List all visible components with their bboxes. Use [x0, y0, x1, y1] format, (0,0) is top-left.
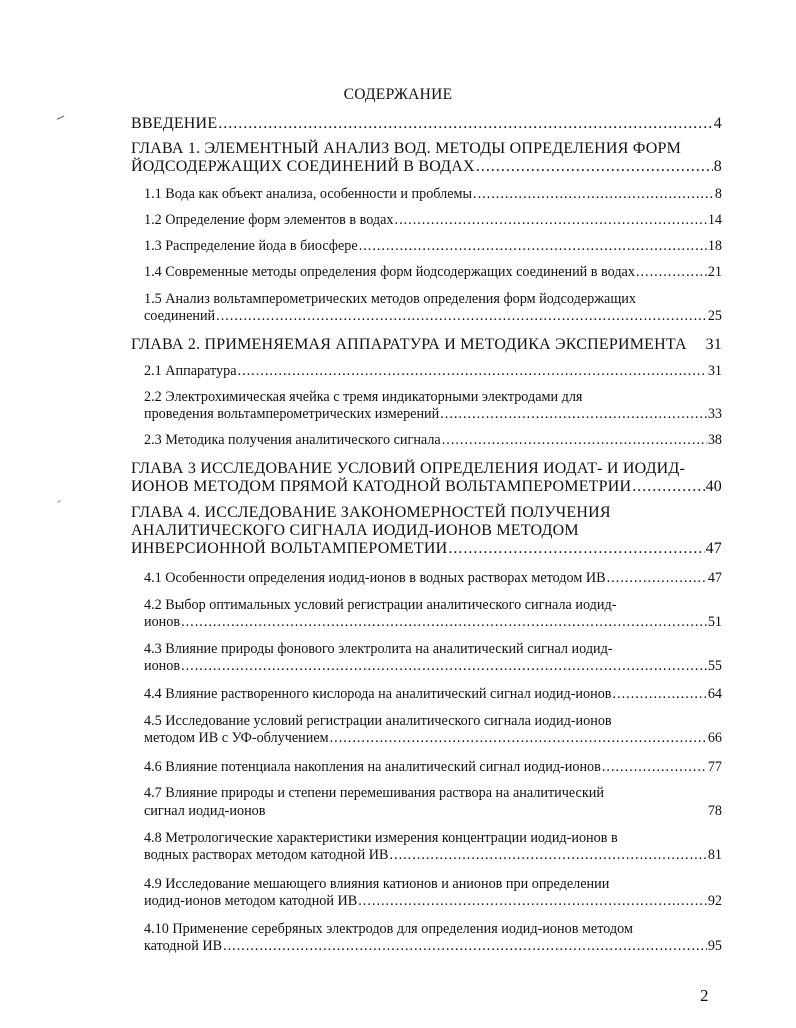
toc-entry-title: 4.1 Особенности определения иодид-ионов в водных растворах методом ИВ	[144, 570, 606, 586]
toc-entry-section-1-3[interactable]	[144, 238, 722, 255]
toc-entry-chapter-4[interactable]	[131, 504, 722, 558]
toc-entry-title: 2.2 Электрохимическая ячейка с тремя индикаторными электродами для	[144, 389, 583, 405]
toc-page-number: 47	[705, 540, 722, 557]
toc-entry-title: ИОНОВ МЕТОДОМ ПРЯМОЙ КАТОДНОЙ ВОЛЬТАМПЕРОМЕТРИИ	[131, 478, 632, 495]
dot-leader	[602, 759, 707, 776]
dot-leader	[181, 614, 707, 631]
toc-entry-title: 2.1 Аппаратура	[144, 363, 237, 379]
dot-leader	[632, 478, 704, 496]
toc-entry-title: ИНВЕРСИОННОЙ ВОЛЬТАМПЕРОМЕТИИ	[131, 540, 448, 557]
toc-page-number: 40	[705, 478, 722, 495]
dot-leader	[216, 308, 707, 325]
toc-entry-title: сигнал иодид-ионов	[144, 803, 266, 819]
toc-entry-title: 1.5 Анализ вольтамперометрических методов определения форм йодсодержащих	[144, 291, 636, 307]
toc-page-number: 81	[707, 847, 722, 863]
toc-entry-title: соединений	[144, 308, 216, 324]
toc-entry-chapter-2[interactable]	[131, 336, 722, 354]
toc-entry-title: 4.4 Влияние растворенного кислорода на аналитический сигнал иодид-ионов	[144, 686, 612, 702]
dot-leader	[330, 730, 707, 747]
toc-entry-title: ВВЕДЕНИЕ	[131, 115, 218, 132]
toc-entry-title: 4.6 Влияние потенциала накопления на аналитический сигнал иодид-ионов	[144, 759, 601, 775]
toc-page-number: 66	[707, 730, 722, 746]
toc-entry-title: ГЛАВА 4. ИССЛЕДОВАНИЕ ЗАКОНОМЕРНОСТЕЙ ПОЛУЧЕНИЯ	[131, 504, 611, 521]
toc-page-number: 8	[713, 158, 722, 175]
toc-entry-title: методом ИВ с УФ-облучением	[144, 730, 329, 746]
toc-entry-section-4-3[interactable]	[144, 641, 722, 675]
toc-entry-title: ионов	[144, 658, 181, 674]
toc-entry-chapter-3[interactable]	[131, 460, 722, 496]
toc-entry-section-1-5[interactable]	[144, 291, 722, 325]
toc-page-number: 55	[707, 658, 722, 674]
page-title: СОДЕРЖАНИЕ	[343, 86, 453, 103]
toc-entry-section-4-4[interactable]	[144, 686, 722, 703]
toc-entry-section-4-2[interactable]	[144, 597, 722, 631]
toc-page-number: 64	[707, 686, 722, 702]
toc-entry-title: 4.5 Исследование условий регистрации аналитического сигнала иодид-ионов	[144, 713, 612, 729]
toc-entry-section-4-7[interactable]	[144, 785, 722, 820]
dot-leader	[613, 686, 707, 703]
toc-entry-title: ЙОДСОДЕРЖАЩИХ СОЕДИНЕНИЙ В ВОДАХ	[131, 158, 475, 175]
dot-leader	[636, 264, 707, 281]
dot-leader	[238, 363, 707, 380]
toc-entry-title: 1.3 Распределение йода в биосфере	[144, 238, 358, 254]
toc-entry-section-4-8[interactable]	[144, 830, 722, 864]
toc-entry-title: АНАЛИТИЧЕСКОГО СИГНАЛА ИОДИД-ИОНОВ МЕТОДОМ	[131, 522, 579, 539]
page-number: 2	[700, 986, 709, 1005]
toc-page-number: 14	[707, 212, 722, 228]
dot-leader	[473, 186, 714, 203]
toc-entry-title: 1.2 Определение форм элементов в водах	[144, 212, 394, 228]
toc-page-number: 78	[707, 803, 722, 819]
dot-leader	[181, 658, 707, 675]
toc-page-number: 77	[707, 759, 722, 775]
toc-entry-section-2-2[interactable]	[144, 389, 722, 423]
toc-entry-section-4-9[interactable]	[144, 876, 722, 910]
dot-leader	[607, 570, 707, 587]
dot-leader	[218, 115, 713, 133]
dot-leader	[389, 847, 706, 864]
toc-entry-section-4-1[interactable]	[144, 570, 722, 587]
toc-entry-title: 4.3 Влияние природы фонового электролита на аналитический сигнал иодид-	[144, 641, 613, 657]
toc-entry-section-1-1[interactable]	[144, 186, 722, 203]
toc-entry-section-1-4[interactable]	[144, 264, 722, 281]
toc-entry-title: 4.2 Выбор оптимальных условий регистрации аналитического сигнала иодид-	[144, 597, 617, 613]
toc-page-number: 33	[707, 406, 722, 422]
toc-entry-title: 1.4 Современные методы определения форм йодсодержащих соединений в водах	[144, 264, 635, 280]
toc-page-number: 8	[714, 186, 722, 202]
dot-leader	[359, 238, 707, 255]
toc-entry-title: проведения вольтамперометрических измерений	[144, 406, 440, 422]
toc-entry-title: 2.3 Методика получения аналитического сигнала	[144, 432, 441, 448]
toc-entry-title: 4.7 Влияние природы и степени перемешивания раствора на аналитический	[144, 785, 604, 801]
toc-page-number: 18	[707, 238, 722, 254]
toc-entry-title: 1.1 Вода как объект анализа, особенности и проблемы	[144, 186, 473, 202]
toc-page-number: 51	[707, 614, 722, 630]
toc-entry-title: ГЛАВА 3 ИССЛЕДОВАНИЕ УСЛОВИЙ ОПРЕДЕЛЕНИЯ ИОДАТ- И ИОДИД-	[131, 460, 686, 477]
toc-entry-section-1-2[interactable]	[144, 212, 722, 229]
toc-page-number: 4	[713, 115, 722, 132]
toc-entry-section-2-3[interactable]	[144, 432, 722, 449]
dot-leader	[440, 406, 707, 423]
toc-entry-introduction[interactable]	[131, 115, 722, 133]
toc-page-number: 31	[707, 363, 722, 379]
toc-page-number: 21	[707, 264, 722, 280]
toc-entry-title: катодной ИВ	[144, 938, 223, 954]
toc-entry-title: 4.9 Исследование мешающего влияния катионов и анионов при определении	[144, 876, 610, 892]
dot-leader	[358, 893, 707, 910]
toc-entry-chapter-1[interactable]	[131, 140, 722, 176]
toc-entry-section-2-1[interactable]	[144, 363, 722, 380]
toc-entry-title: ионов	[144, 614, 181, 630]
toc-page-number: 47	[707, 570, 722, 586]
toc-entry-title: 4.10 Применение серебряных электродов для определения иодид-ионов методом	[144, 921, 633, 937]
toc-page-number: 31	[705, 336, 722, 353]
dot-leader	[476, 158, 713, 176]
toc-page-number: 25	[707, 308, 722, 324]
toc-entry-title: 4.8 Метрологические характеристики измерения концентрации иодид-ионов в	[144, 830, 618, 846]
toc-entry-title: ГЛАВА 2. ПРИМЕНЯЕМАЯ АППАРАТУРА И МЕТОДИКА ЭКСПЕРИМЕНТА	[131, 336, 687, 353]
toc-page-number: 92	[707, 893, 722, 909]
toc-entry-section-4-10[interactable]	[144, 921, 722, 955]
toc-entry-title: иодид-ионов методом катодной ИВ	[144, 893, 358, 909]
toc-entry-title: ГЛАВА 1. ЭЛЕМЕНТНЫЙ АНАЛИЗ ВОД. МЕТОДЫ ОПРЕДЕЛЕНИЯ ФОРМ	[131, 140, 682, 157]
toc-page-number: 38	[707, 432, 722, 448]
dot-leader	[395, 212, 707, 229]
dot-leader	[223, 938, 707, 955]
dot-leader	[448, 540, 704, 558]
toc-entry-section-4-6[interactable]	[144, 759, 722, 776]
toc-entry-section-4-5[interactable]	[144, 713, 722, 747]
toc-entry-title: водных растворах методом катодной ИВ	[144, 847, 389, 863]
toc-page-number: 95	[707, 938, 722, 954]
dot-leader	[442, 432, 707, 449]
